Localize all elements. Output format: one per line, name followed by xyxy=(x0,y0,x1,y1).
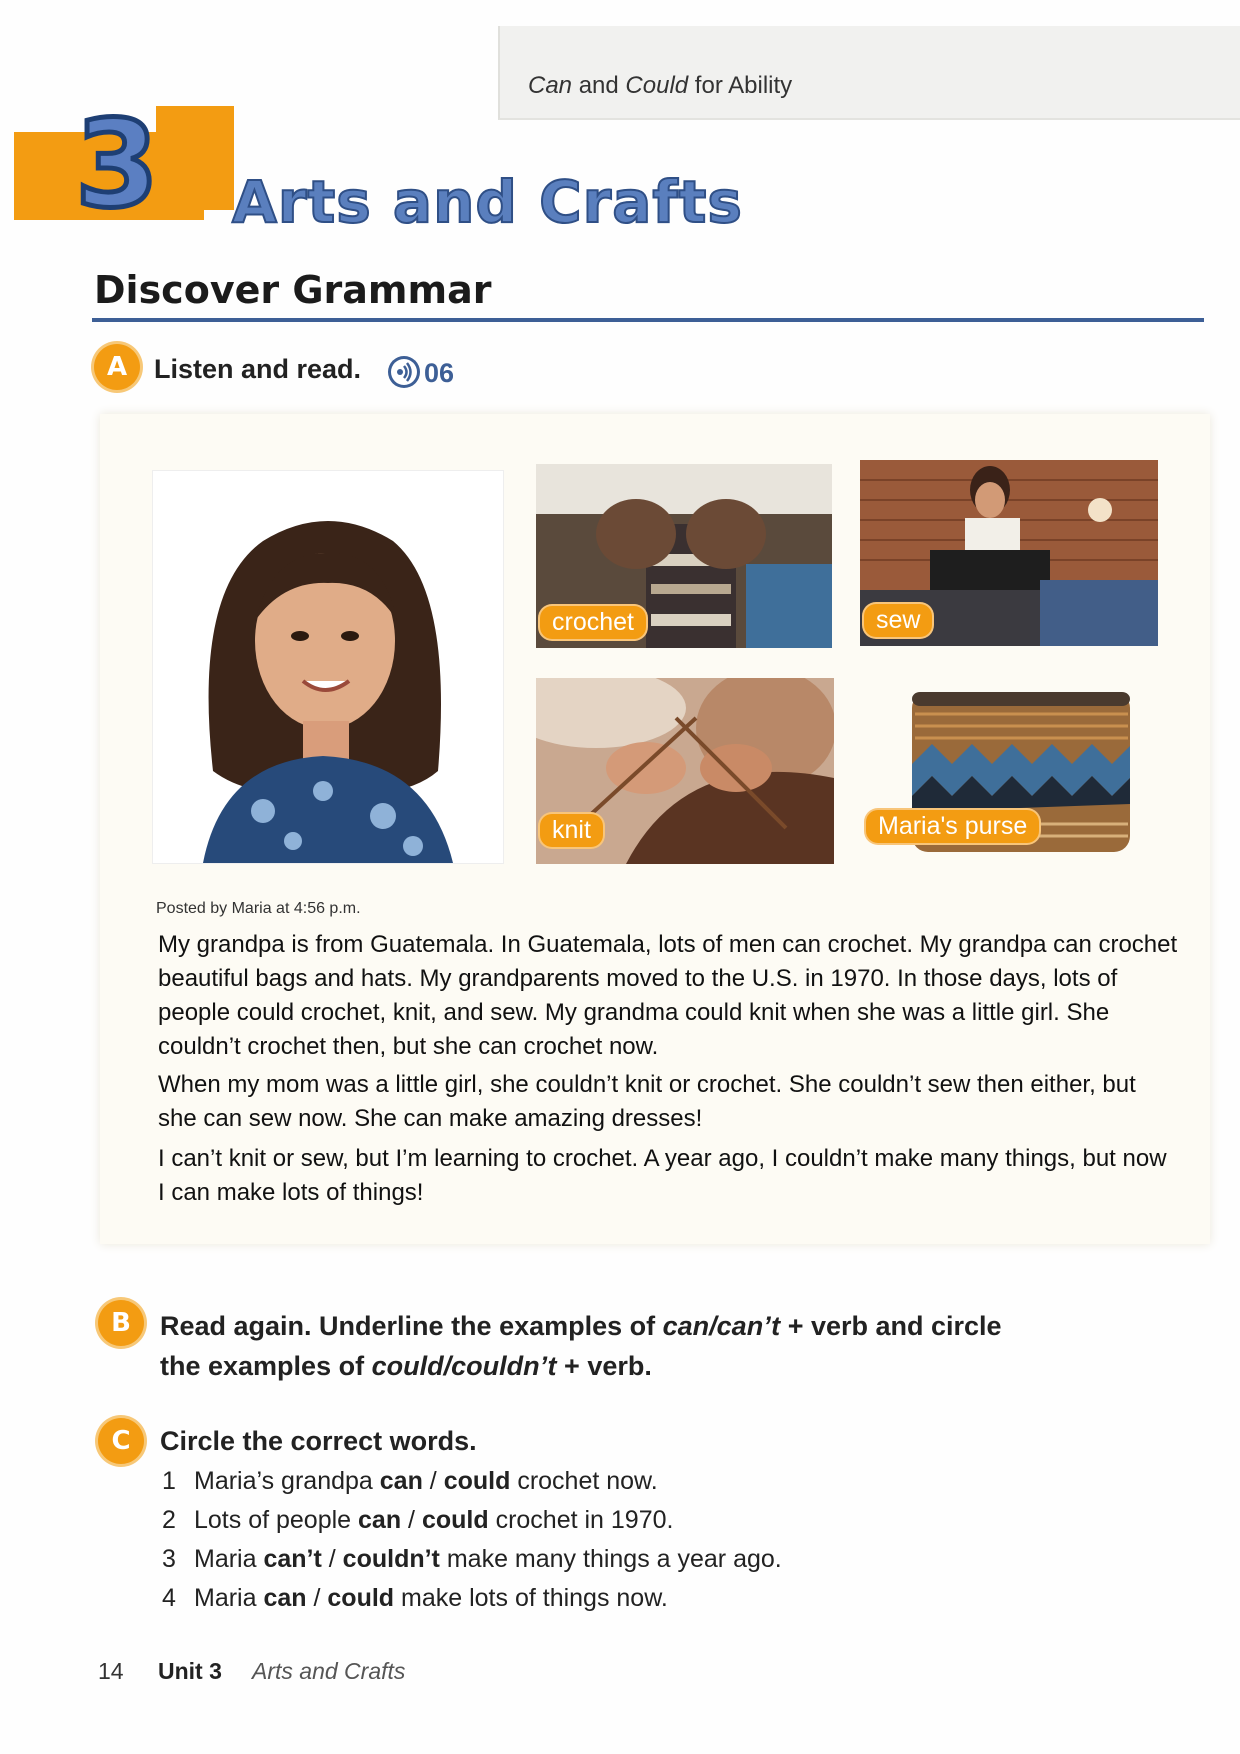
exercise-b-instruction xyxy=(160,1306,1002,1386)
exercise-b-badge: B xyxy=(98,1300,144,1346)
unit-title: Arts and Crafts xyxy=(232,168,743,236)
label-crochet: crochet xyxy=(540,606,646,639)
topic-could: Could xyxy=(625,72,689,99)
option-1[interactable]: can xyxy=(358,1506,402,1534)
option-1[interactable]: can xyxy=(263,1584,307,1612)
option-1[interactable]: can’t xyxy=(263,1545,322,1573)
photo-maria xyxy=(152,470,504,864)
exercise-b-em-2: could/couldn’t xyxy=(371,1351,557,1381)
post-paragraph-2: When my mom was a little girl, she couldn’t knit or crochet. She couldn’t sew then either, but she can sew now. She can make amazing dresses! xyxy=(158,1071,1136,1132)
item-number: 4 xyxy=(162,1584,176,1612)
item-text-end: crochet now. xyxy=(510,1467,658,1495)
exercise-b-text-1: Read again. Underline the examples of xyxy=(160,1311,663,1341)
option-2[interactable]: couldn’t xyxy=(342,1545,440,1573)
item-text: Maria xyxy=(194,1545,264,1573)
exercise-c-item xyxy=(162,1540,782,1579)
option-separator: / xyxy=(321,1545,343,1573)
item-text: Maria xyxy=(194,1584,264,1612)
item-text: Maria’s grandpa xyxy=(194,1467,380,1495)
post-paragraph-1: My grandpa is from Guatemala. In Guatemala, lots of men can crochet. My grandpa can crochet beautiful bags and hats. My grandparents moved to the U.S. in 1970. In those days, lots of people could crochet, knit, and sew. My grandma could knit when she was a little girl. She couldn’t crochet then, but she can crochet now. xyxy=(158,931,1178,1060)
option-separator: / xyxy=(306,1584,328,1612)
item-text-end: make lots of things now. xyxy=(394,1584,668,1612)
topic-title xyxy=(528,72,792,100)
label-sew: sew xyxy=(864,604,932,637)
exercise-b-text-4: + verb. xyxy=(556,1351,652,1381)
exercise-c-item xyxy=(162,1579,782,1618)
option-separator: / xyxy=(422,1467,444,1495)
audio-icon[interactable] xyxy=(386,354,422,390)
option-2[interactable]: could xyxy=(421,1506,489,1534)
section-heading: Discover Grammar xyxy=(94,268,492,312)
post-meta: Posted by Maria at 4:56 p.m. xyxy=(156,900,361,917)
footer-unit-title: Arts and Crafts xyxy=(252,1658,406,1684)
item-text-end: crochet in 1970. xyxy=(488,1506,674,1534)
item-number: 3 xyxy=(162,1545,176,1573)
topic-can: Can xyxy=(528,72,573,99)
topic-rest: for Ability xyxy=(688,72,793,99)
page-number: 14 xyxy=(98,1658,124,1684)
unit-number: 3 xyxy=(75,96,159,235)
option-separator: / xyxy=(401,1506,422,1534)
exercise-c-badge: C xyxy=(98,1418,144,1464)
exercise-b-em-1: can/can’t xyxy=(662,1311,781,1341)
footer-unit-label: Unit 3 xyxy=(158,1658,222,1684)
label-marias-purse: Maria's purse xyxy=(866,810,1039,843)
exercise-c-list xyxy=(162,1462,782,1618)
exercise-a-instruction: Listen and read. xyxy=(154,354,362,384)
topic-and: and xyxy=(572,72,626,99)
section-divider xyxy=(92,318,1204,322)
exercise-a-badge: A xyxy=(94,344,140,390)
item-number: 2 xyxy=(162,1506,176,1534)
item-text-end: make many things a year ago. xyxy=(439,1545,782,1573)
audio-track-number: 06 xyxy=(424,358,455,388)
option-1[interactable]: can xyxy=(379,1467,423,1495)
label-knit: knit xyxy=(540,814,603,847)
option-2[interactable]: could xyxy=(327,1584,395,1612)
exercise-c-instruction: Circle the correct words. xyxy=(160,1426,477,1456)
item-text: Lots of people xyxy=(194,1506,359,1534)
exercise-b-text-2: + verb and circle xyxy=(780,1311,1002,1341)
option-2[interactable]: could xyxy=(443,1467,511,1495)
exercise-c-item xyxy=(162,1501,782,1540)
post-paragraph-3: I can’t knit or sew, but I’m learning to crochet. A year ago, I couldn’t make many things, but now I can make lots of things! xyxy=(158,1145,1167,1206)
exercise-c-item xyxy=(162,1462,782,1501)
item-number: 1 xyxy=(162,1467,176,1495)
exercise-b-text-3: the examples of xyxy=(160,1351,372,1381)
